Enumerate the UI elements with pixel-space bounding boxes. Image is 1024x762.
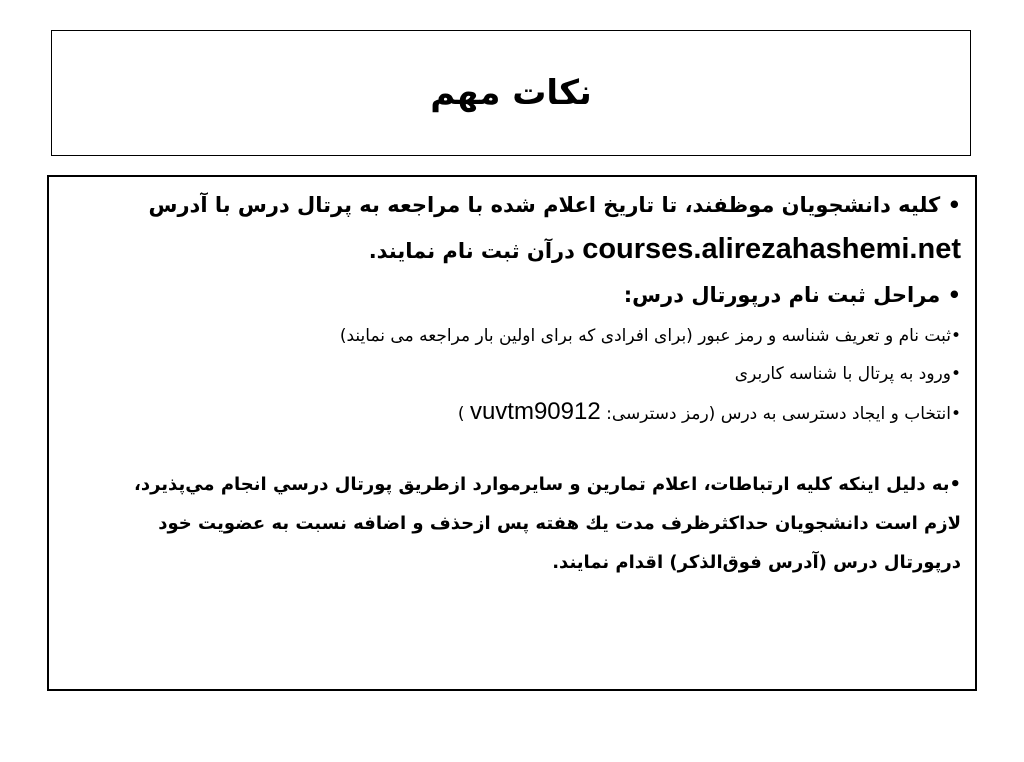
bullet-registration-line1: • کلیه دانشجویان موظفند، تا تاریخ اعلام شده با مراجعه به پرتال درس با آدرس	[148, 193, 961, 217]
content-box	[47, 175, 977, 691]
membership-note-line3: درپورتال درس (آدرس فوق‌الذكر) اقدام نمايند.	[552, 552, 961, 573]
step-enroll	[63, 393, 961, 433]
step-enroll-prefix: •انتخاب و ایجاد دسترسی به درس (رمز دسترسی:	[600, 404, 961, 424]
course-url: courses.alirezahashemi.net	[582, 233, 961, 265]
membership-note-line1: •به دليل اينكه كليه ارتباطات، اعلام تمارين و سايرموارد ازطريق پورتال درسي انجام مي‌پذيرد،	[134, 474, 961, 495]
access-code: vuvtm90912	[469, 398, 601, 425]
bullet-registration-line2	[63, 227, 961, 273]
title-box	[51, 30, 971, 156]
membership-note-line2: لازم است دانشجويان حداكثرظرف مدت يك هفته پس ازحذف و اضافه نسبت به عضويت خود	[158, 513, 961, 534]
step-signup: •ثبت نام و تعریف شناسه و رمز عبور (برای افرادی که برای اولین بار مراجعه می نمایند)	[339, 326, 961, 346]
step-enroll-suffix: )	[457, 404, 470, 424]
slide-title: نکات مهم	[430, 73, 592, 113]
spacer	[63, 433, 961, 465]
registration-suffix: درآن ثبت نام نمایند.	[368, 239, 583, 263]
step-login: •ورود به پرتال با شناسه کاربری	[734, 364, 961, 384]
registration-steps-heading: • مراحل ثبت نام درپورتال درس:	[623, 283, 961, 307]
